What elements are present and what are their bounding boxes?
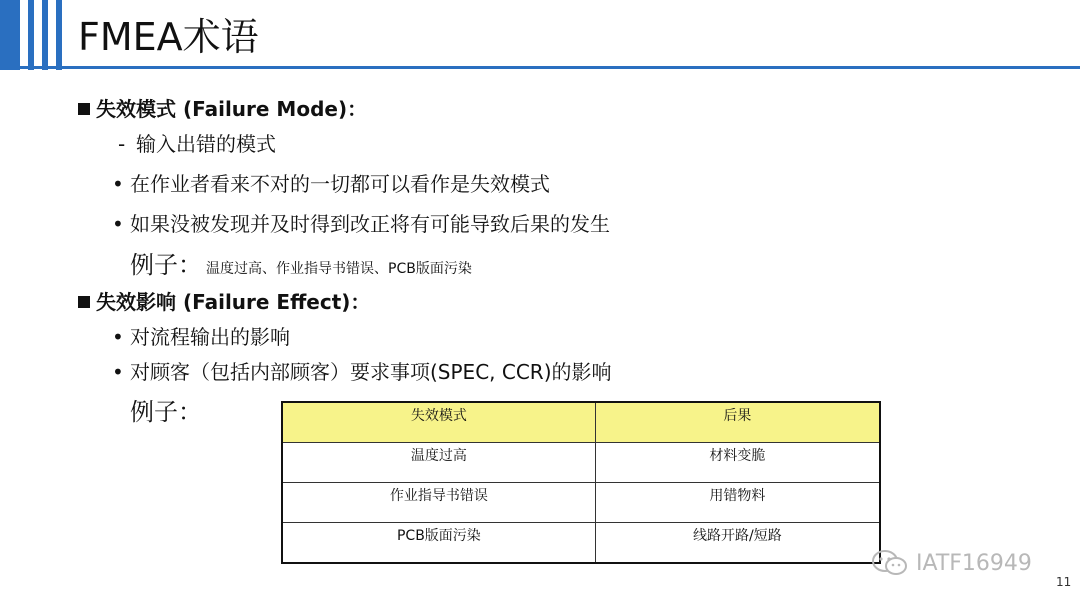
square-bullet-icon bbox=[78, 296, 90, 308]
title-stripes bbox=[0, 0, 70, 70]
example-label: 例子： bbox=[130, 398, 202, 426]
table-header-cell: 后果 bbox=[595, 402, 880, 443]
table-header-row bbox=[282, 402, 880, 443]
dot-bullet-icon: • bbox=[112, 325, 124, 349]
square-bullet-icon bbox=[78, 103, 90, 115]
table-cell: 温度过高 bbox=[282, 443, 595, 483]
table-header-cell: 失效模式 bbox=[282, 402, 595, 443]
table-cell: PCB版面污染 bbox=[282, 523, 595, 564]
section-heading-failure-effect: 失效影响 (Failure Effect)： bbox=[78, 288, 370, 316]
list-item: • 在作业者看来不对的一切都可以看作是失效模式 bbox=[112, 172, 550, 196]
table-row bbox=[282, 523, 880, 564]
table-cell: 材料变脆 bbox=[595, 443, 880, 483]
dot-bullet-icon: • bbox=[112, 360, 124, 384]
page-title: FMEA术语 bbox=[78, 15, 259, 59]
list-item: • 如果没被发现并及时得到改正将有可能导致后果的发生 bbox=[112, 212, 610, 236]
watermark bbox=[870, 548, 1032, 578]
dot-bullet-icon: • bbox=[112, 212, 124, 236]
table-cell: 线路开路/短路 bbox=[595, 523, 880, 564]
table-row bbox=[282, 443, 880, 483]
table-cell: 用错物料 bbox=[595, 483, 880, 523]
example-line: 例子： 温度过高、作业指导书错误、PCB版面污染 bbox=[130, 251, 472, 279]
list-item: • 对流程输出的影响 bbox=[112, 325, 290, 349]
section-heading-failure-mode: 失效模式 (Failure Mode)： bbox=[78, 95, 367, 123]
watermark-text: IATF16949 bbox=[916, 550, 1032, 576]
table-cell: 作业指导书错误 bbox=[282, 483, 595, 523]
page-number: 11 bbox=[1056, 575, 1072, 589]
list-item: • 对顾客（包括内部顾客）要求事项(SPEC, CCR)的影响 bbox=[112, 360, 612, 384]
dot-bullet-icon: • bbox=[112, 172, 124, 196]
fmea-table bbox=[281, 401, 881, 564]
table-row bbox=[282, 483, 880, 523]
wechat-icon bbox=[870, 548, 910, 578]
list-item: - 输入出错的模式 bbox=[118, 132, 276, 156]
dash-bullet-icon: - bbox=[118, 132, 126, 156]
title-rule bbox=[0, 66, 1080, 69]
